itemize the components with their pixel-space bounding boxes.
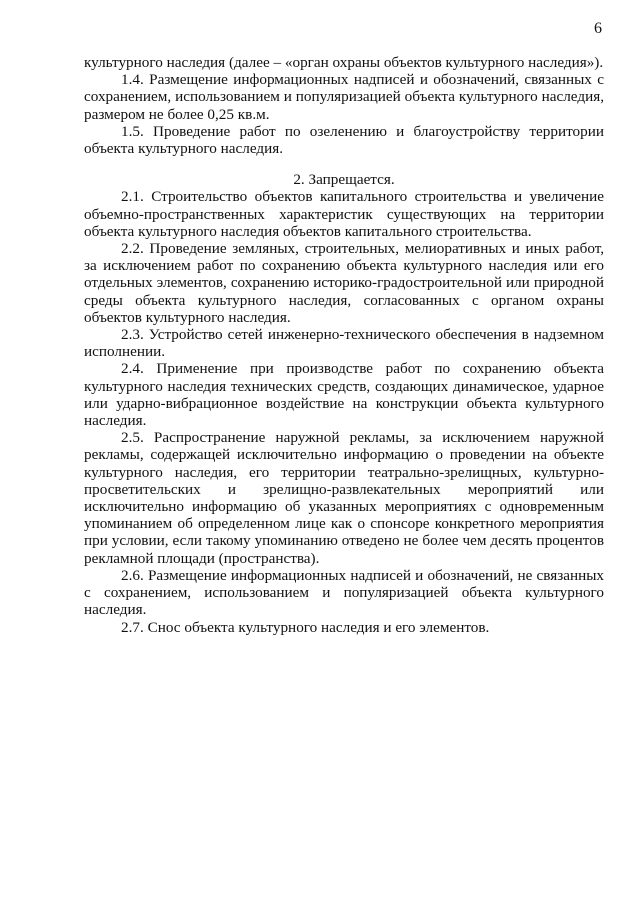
page-number: 6: [594, 20, 602, 37]
document-body: [84, 54, 604, 636]
paragraph-2-1: 2.1. Строительство объектов капитального строительства и увеличение объемно-пространственных характеристик существующих на территории объекта культурного наследия объектов капитального строительства.: [84, 188, 604, 240]
paragraph-1-5: 1.5. Проведение работ по озеленению и благоустройству территории объекта культурного наследия.: [84, 122, 604, 158]
paragraph-2-5: 2.5. Распространение наружной рекламы, за исключением наружной рекламы, содержащей исключительно информацию о проведении на объекте культурного наследия, его территории театрально-зрелищных, культурно-просветительских и зрелищно-развлекательных мероприятий или исключительно информацию об указанных мероприятиях с одновременным упоминанием об определенном лице как о спонсоре конкретного мероприятия при условии, если такому упоминанию отведено не более чем десять процентов рекламной площади (пространства).: [84, 429, 604, 567]
section-heading: 2. Запрещается.: [293, 171, 395, 189]
paragraph-2-4: 2.4. Применение при производстве работ по сохранению объекта культурного наследия технических средств, создающих динамическое, ударное или ударно-вибрационное воздействие на конструкции объекта культурного наследия.: [84, 360, 604, 430]
paragraph-2-7: 2.7. Снос объекта культурного наследия и его элементов.: [121, 618, 490, 636]
paragraph-continuation: культурного наследия (далее – «орган охраны объектов культурного наследия»).: [84, 54, 604, 71]
paragraph-2-6: 2.6. Размещение информационных надписей и обозначений, не связанных с сохранением, использованием и популяризацией объекта культурного наследия.: [84, 566, 604, 619]
paragraph-2-3: 2.3. Устройство сетей инженерно-технического обеспечения в надземном исполнении.: [84, 326, 604, 361]
paragraph-2-2: 2.2. Проведение земляных, строительных, мелиоративных и иных работ, за исключением работ по сохранению объекта культурного наследия или его отдельных элементов, сохранению историко-градостроительной или природной среды объекта культурного наследия, согласованных с органом охраны объектов культурного наследия.: [84, 240, 604, 326]
paragraph-1-4: 1.4. Размещение информационных надписей и обозначений, связанных с сохранением, использованием и популяризацией объекта культурного наследия, размером не более 0,25 кв.м.: [84, 71, 604, 123]
